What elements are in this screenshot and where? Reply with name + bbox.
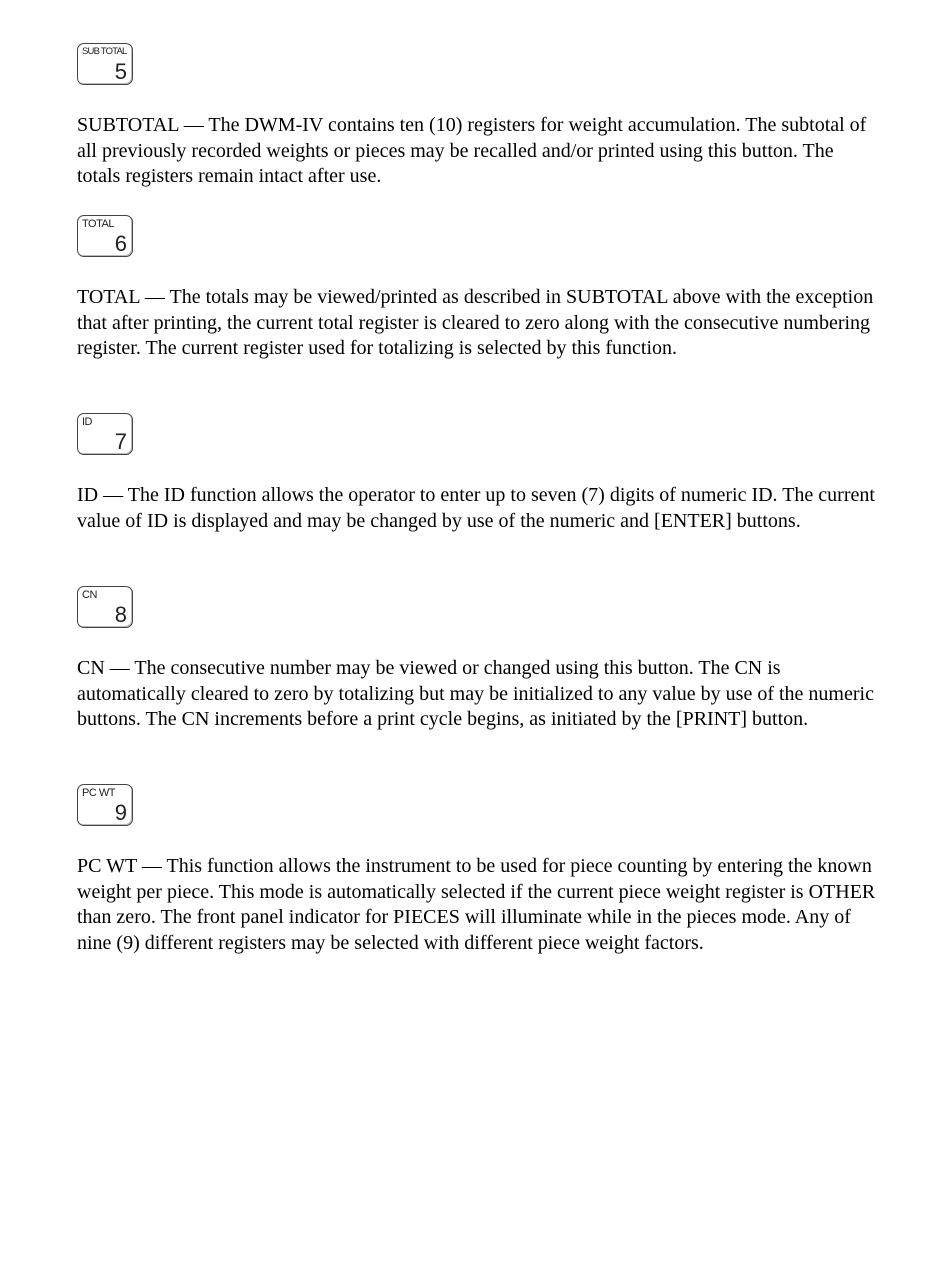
id-description: ID — The ID function allows the operator to enter up to seven (7) digits of numeric ID. The current value of ID is displayed and may be changed by use of the numeric and [ENTER] buttons. xyxy=(77,484,875,532)
pc-wt-key-icon xyxy=(77,784,133,826)
total-section xyxy=(77,215,877,362)
pc-wt-section xyxy=(77,784,877,956)
id-key-label: ID xyxy=(82,416,92,428)
id-section xyxy=(77,413,877,534)
total-description: TOTAL — The totals may be viewed/printed as described in SUBTOTAL above with the exception that after printing, the current total register is cleared to zero along with the consecutive numbering register. The current register used for totalizing is selected by this function. xyxy=(77,286,874,359)
subtotal-key-label: SUB TOTAL xyxy=(82,46,127,57)
cn-section xyxy=(77,586,877,733)
total-key-label: TOTAL xyxy=(82,218,114,230)
pc-wt-key-label: PC WT xyxy=(82,787,115,799)
id-key-digit: 7 xyxy=(114,429,127,454)
cn-key-icon xyxy=(77,586,133,628)
subtotal-key-digit: 5 xyxy=(114,59,127,84)
subtotal-section xyxy=(77,43,877,190)
id-key-icon xyxy=(77,413,133,455)
pc-wt-key-digit: 9 xyxy=(114,800,127,825)
cn-key-label: CN xyxy=(82,589,97,601)
subtotal-key-icon xyxy=(77,43,133,85)
subtotal-description: SUBTOTAL — The DWM-IV contains ten (10) registers for weight accumulation. The subtotal of all previously recorded weights or pieces may be recalled and/or printed using this button. The totals registers remain intact after use. xyxy=(77,114,867,187)
total-key-digit: 6 xyxy=(114,231,127,256)
pc-wt-description: PC WT — This function allows the instrument to be used for piece counting by entering the known weight per piece. This mode is automatically selected if the current piece weight register is OTHER than zero. The front panel indicator for PIECES will illuminate while in the pieces mode. Any of nine (9) different registers may be selected with different piece weight factors. xyxy=(77,855,876,954)
cn-key-digit: 8 xyxy=(114,602,127,627)
cn-description: CN — The consecutive number may be viewed or changed using this button. The CN is automatically cleared to zero by totalizing but may be initialized to any value by use of the numeric buttons. The CN increments before a print cycle begins, as initiated by the [PRINT] button. xyxy=(77,657,874,730)
total-key-icon xyxy=(77,215,133,257)
